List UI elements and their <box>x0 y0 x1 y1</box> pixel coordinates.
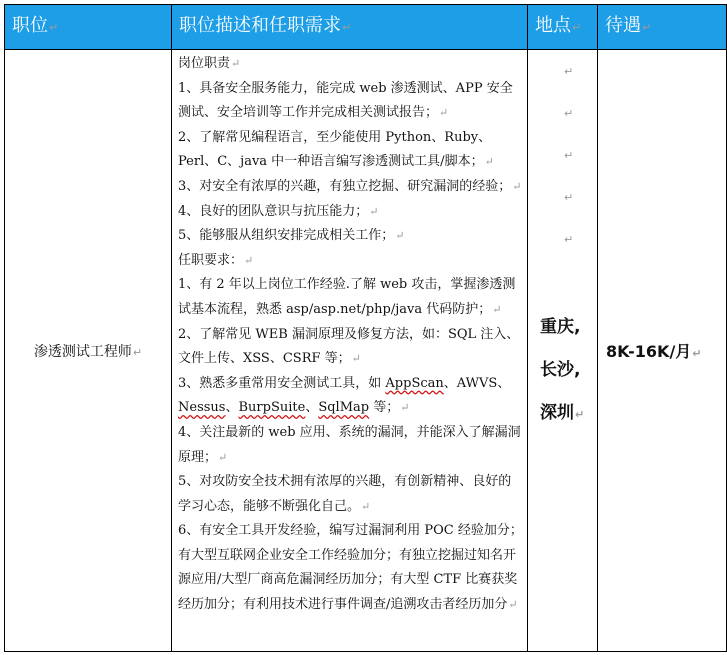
desc-line: 5、能够服从组织安排完成相关工作；↵ <box>178 228 405 244</box>
desc-line: 5、对攻防安全技术拥有浓厚的兴趣，有创新精神、良好的学习心态，能够不断强化自己。↵ <box>178 474 512 514</box>
paragraph-mark-icon: ↵ <box>132 345 143 359</box>
paragraph-mark-icon: ↵ <box>642 21 652 34</box>
desc-line: 2、了解常见 WEB 漏洞原理及修复方法，如：SQL 注入、文件上传、XSS、CSRF 等；↵ <box>178 326 520 367</box>
desc-line: 1、具备安全服务能力，能完成 web 渗透测试、APP 安全测试、安全培训等工作并完成相关测试报告；↵ <box>178 80 513 121</box>
paragraph-mark-icon: ↵ <box>564 65 574 78</box>
location-city: 重庆, <box>540 317 581 337</box>
paragraph-mark-icon: ↵ <box>564 107 574 120</box>
desc-line: 任职要求：↵ <box>178 252 254 268</box>
desc-line: 4、良好的团队意识与抗压能力；↵ <box>178 203 379 219</box>
job-table <box>4 4 727 652</box>
position-cell <box>5 50 172 652</box>
header-location: 地点↵ <box>528 5 598 50</box>
salary-value: 8K-16K/月 <box>606 342 692 361</box>
location-city: 长沙, <box>540 360 581 380</box>
header-description: 职位描述和任职需求↵ <box>172 5 528 50</box>
paragraph-mark-icon: ↵ <box>564 191 574 204</box>
desc-line: 1、有 2 年以上岗位工作经验.了解 web 攻击，掌握渗透测试基本流程，熟悉 asp/asp.net/php/java 代码防护；↵ <box>178 277 516 317</box>
position-title: 渗透测试工程师 <box>33 343 132 360</box>
description-cell <box>172 50 528 652</box>
header-row <box>5 5 727 50</box>
paragraph-mark-icon: ↵ <box>564 149 574 162</box>
paragraph-mark-icon: ↵ <box>692 347 702 360</box>
job-row <box>5 50 727 652</box>
desc-line: 3、对安全有浓厚的兴趣，有独立挖掘、研究漏洞的经验；↵ <box>178 178 522 194</box>
location-city: 深圳↵ <box>540 403 585 423</box>
paragraph-mark-icon: ↵ <box>342 21 352 34</box>
header-salary: 待遇↵ <box>598 5 727 50</box>
location-cell <box>528 50 598 652</box>
desc-line: 2、了解常见编程语言，至少能使用 Python、Ruby、Perl、C、java 中一种语言编写渗透测试工具/脚本；↵ <box>178 129 494 170</box>
salary-cell <box>598 50 727 652</box>
header-position: 职位↵ <box>5 5 172 50</box>
paragraph-mark-icon: ↵ <box>49 21 59 34</box>
desc-line: 岗位职责↵ <box>178 56 241 71</box>
desc-line: 6、有安全工具开发经验，编写过漏洞利用 POC 经验加分；有大型互联网企业安全工作经验加分；有独立挖掘过知名开源应用/大型厂商高危漏洞经历加分；有大型 CTF 比赛获奖经历加分；有利用技术进行事件调查/追溯攻击者经历加分↵ <box>178 523 523 613</box>
desc-line: 4、关注最新的 web 应用、系统的漏洞，并能深入了解漏洞原理；↵ <box>178 424 521 465</box>
desc-line-tools: 3、熟悉多重常用安全测试工具，如 AppScan、AWVS、Nessus、BurpSuite、SqlMap 等；↵ <box>178 375 511 416</box>
empty-paragraph-marks <box>564 65 573 275</box>
paragraph-mark-icon: ↵ <box>564 233 574 246</box>
paragraph-mark-icon: ↵ <box>572 21 582 34</box>
